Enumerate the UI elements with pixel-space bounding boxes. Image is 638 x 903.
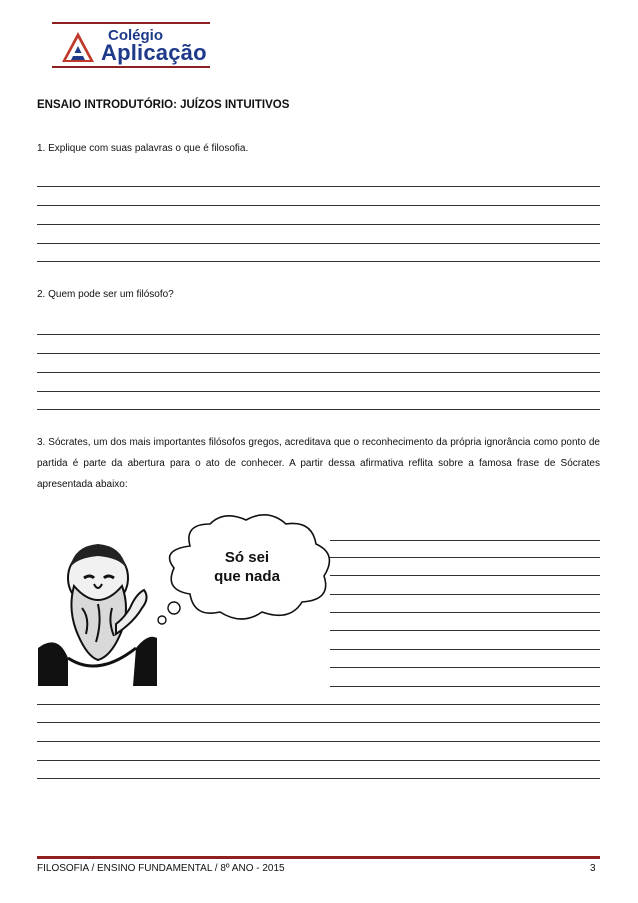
answer-line[interactable] [37,760,600,761]
page-number: 3 [590,863,596,874]
answer-line[interactable] [37,224,600,225]
answer-line[interactable] [37,778,600,779]
answer-line[interactable] [330,540,600,541]
footer-rule [37,856,600,859]
quote-text [192,548,302,586]
question-3: 3. Sócrates, um dos mais importantes filósofos gregos, acreditava que o reconhecimento da própria ignorância como ponto de partida é parte da abertura para o ato de conhecer. A partir dessa afirmativa reflita sobre a famosa frase de Sócrates apresentada abaixo: [37,437,600,490]
logo-text-aplicacao: Aplicação [101,40,207,65]
answer-line[interactable] [37,722,600,723]
footer-text: FILOSOFIA / ENSINO FUNDAMENTAL / 8º ANO - 2015 [37,863,285,874]
answer-line[interactable] [330,594,600,595]
answer-line[interactable] [37,261,600,262]
logo-text-colegio: Colégio [108,27,163,44]
answer-line[interactable] [37,205,600,206]
answer-line[interactable] [37,704,600,705]
answer-line[interactable] [330,649,600,650]
answer-line[interactable] [37,372,600,373]
question-2: 2. Quem pode ser um filósofo? [37,289,174,300]
page-title: ENSAIO INTRODUTÓRIO: JUÍZOS INTUITIVOS [37,99,290,111]
quote-line-1: Só sei [224,549,270,566]
answer-line[interactable] [330,667,600,668]
answer-line[interactable] [330,612,600,613]
answer-line[interactable] [37,353,600,354]
answer-line[interactable] [37,186,600,187]
question-1: 1. Explique com suas palavras o que é filosofia. [37,143,249,154]
answer-line[interactable] [330,557,600,558]
answer-line[interactable] [37,741,600,742]
socrates-illustration [38,538,157,686]
answer-line[interactable] [330,575,600,576]
answer-line[interactable] [37,409,600,410]
logo-rule-bottom [52,66,210,68]
answer-line[interactable] [330,630,600,631]
answer-line[interactable] [37,391,600,392]
answer-line[interactable] [37,243,600,244]
quote-line-2: que nada [214,568,280,585]
answer-line[interactable] [330,686,600,687]
answer-line[interactable] [37,334,600,335]
